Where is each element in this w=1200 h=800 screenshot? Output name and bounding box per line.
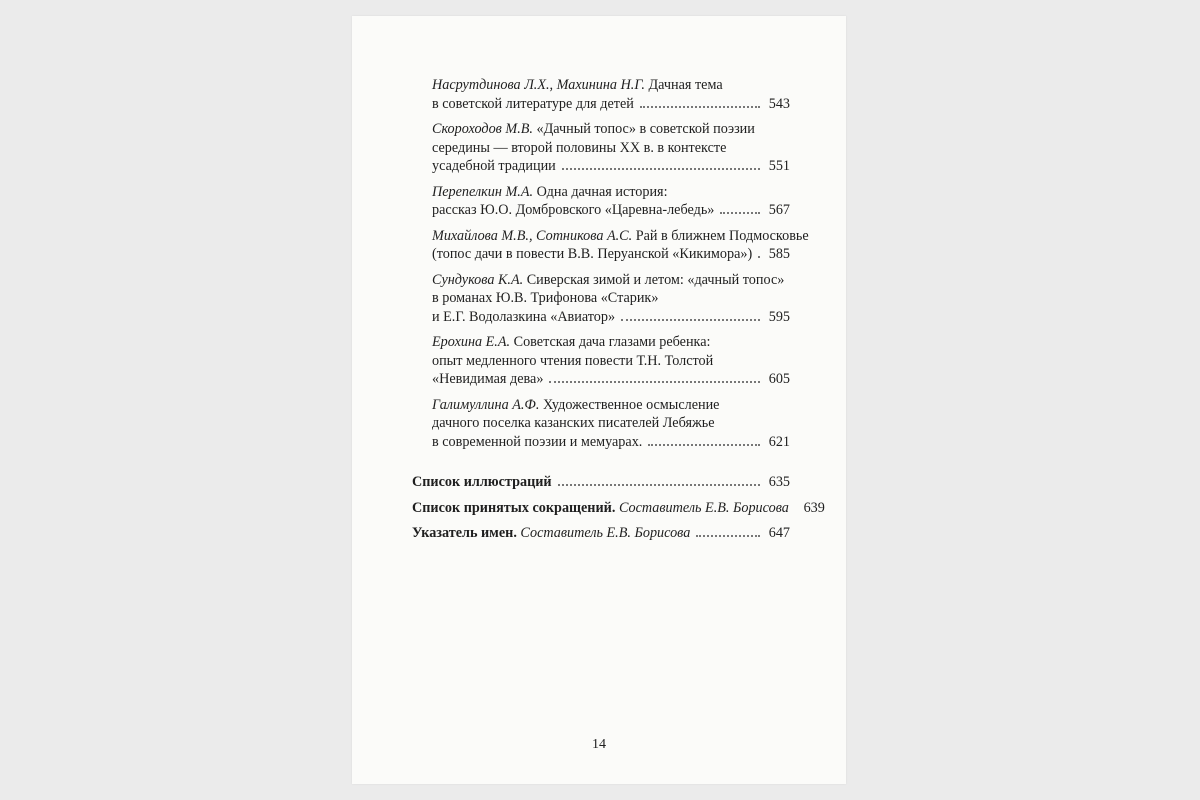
toc-entry [412,227,809,264]
entry-page: 605 [768,371,790,387]
entry-author: Насрутдинова Л.Х., Махинина Н.Г. [432,77,645,93]
dot-leader [640,105,760,108]
dot-leader [720,211,760,214]
entry-title-line: в современной поэзии и мемуарах. [432,433,643,450]
entry-author: Скороходов М.В. [432,121,533,137]
entry-title-line: Сиверская зимой и летом: «дачный топос» [526,271,785,288]
entry-title-line: середины — второй половины XX в. в контексте [432,139,727,156]
toc-entry [412,396,790,452]
dot-leader [758,255,760,258]
entry-author: Ерохина Е.А. [432,334,511,350]
entry-author: Михайлова М.В., Сотникова А.С. [432,227,633,244]
toc-entry [412,183,790,220]
dot-leader [696,534,760,537]
section-title: Указатель имен. [412,525,517,541]
entry-title-line: дачного поселка казанских писателей Лебяжье [432,415,715,431]
entry-title-line: Художественное осмысление [542,396,720,413]
book-page [352,16,846,784]
entry-author: Перепелкин М.А. [432,183,534,200]
section-page: 635 [768,474,790,490]
toc-entry [412,333,790,389]
toc-section [412,524,790,543]
section-title: Список принятых сокращений. [412,499,616,516]
entry-title-line: Дачная тема [648,77,723,93]
section-page: 639 [803,499,825,516]
entry-title-line: Советская дача глазами ребенка: [513,334,711,350]
entry-title-line: «Дачный топос» в советской поэзии [536,121,755,137]
entry-title-line: опыт медленного чтения повести Т.Н. Толстой [432,352,714,369]
entry-page: 595 [768,308,790,325]
entry-title-line: рассказ Ю.О. Домбровского «Царевна-лебедь» [432,202,715,218]
toc-section [412,499,825,518]
entry-title-line: в советской литературе для детей [432,95,634,112]
entry-title-line: Одна дачная история: [536,183,668,200]
section-compiler: Составитель Е.В. Борисова [520,525,691,541]
table-of-contents [412,76,825,550]
entry-page: 543 [768,95,790,112]
entry-title-line: в романах Ю.В. Трифонова «Старик» [432,290,659,306]
dot-leader [621,318,760,321]
dot-leader [558,483,760,486]
section-compiler: Составитель Е.В. Борисова [618,499,789,516]
section-title: Список иллюстраций [412,474,552,490]
entry-title-line: «Невидимая дева» [432,371,544,387]
entry-title-line: усадебной традиции [432,158,556,174]
toc-section [412,473,790,492]
dot-leader [562,167,760,170]
section-page: 647 [768,525,790,541]
entry-title-line: (топос дачи в повести В.В. Перуанской «Кикимора») [432,246,753,262]
toc-entry [412,271,790,327]
toc-entry [412,76,790,113]
dot-leader [549,380,760,383]
dot-leader [648,443,760,446]
entry-author: Галимуллина А.Ф. [432,396,540,413]
entry-title-line: и Е.Г. Водолазкина «Авиатор» [432,308,616,325]
entry-title-line: Рай в ближнем Подмосковье [635,227,809,244]
entry-page: 621 [768,433,790,450]
toc-entry [412,120,790,176]
entry-page: 585 [768,246,790,262]
entry-page: 551 [768,158,790,174]
page-number: 14 [592,737,606,752]
entry-author: Сундукова К.А. [432,271,524,288]
entry-page: 567 [768,202,790,218]
